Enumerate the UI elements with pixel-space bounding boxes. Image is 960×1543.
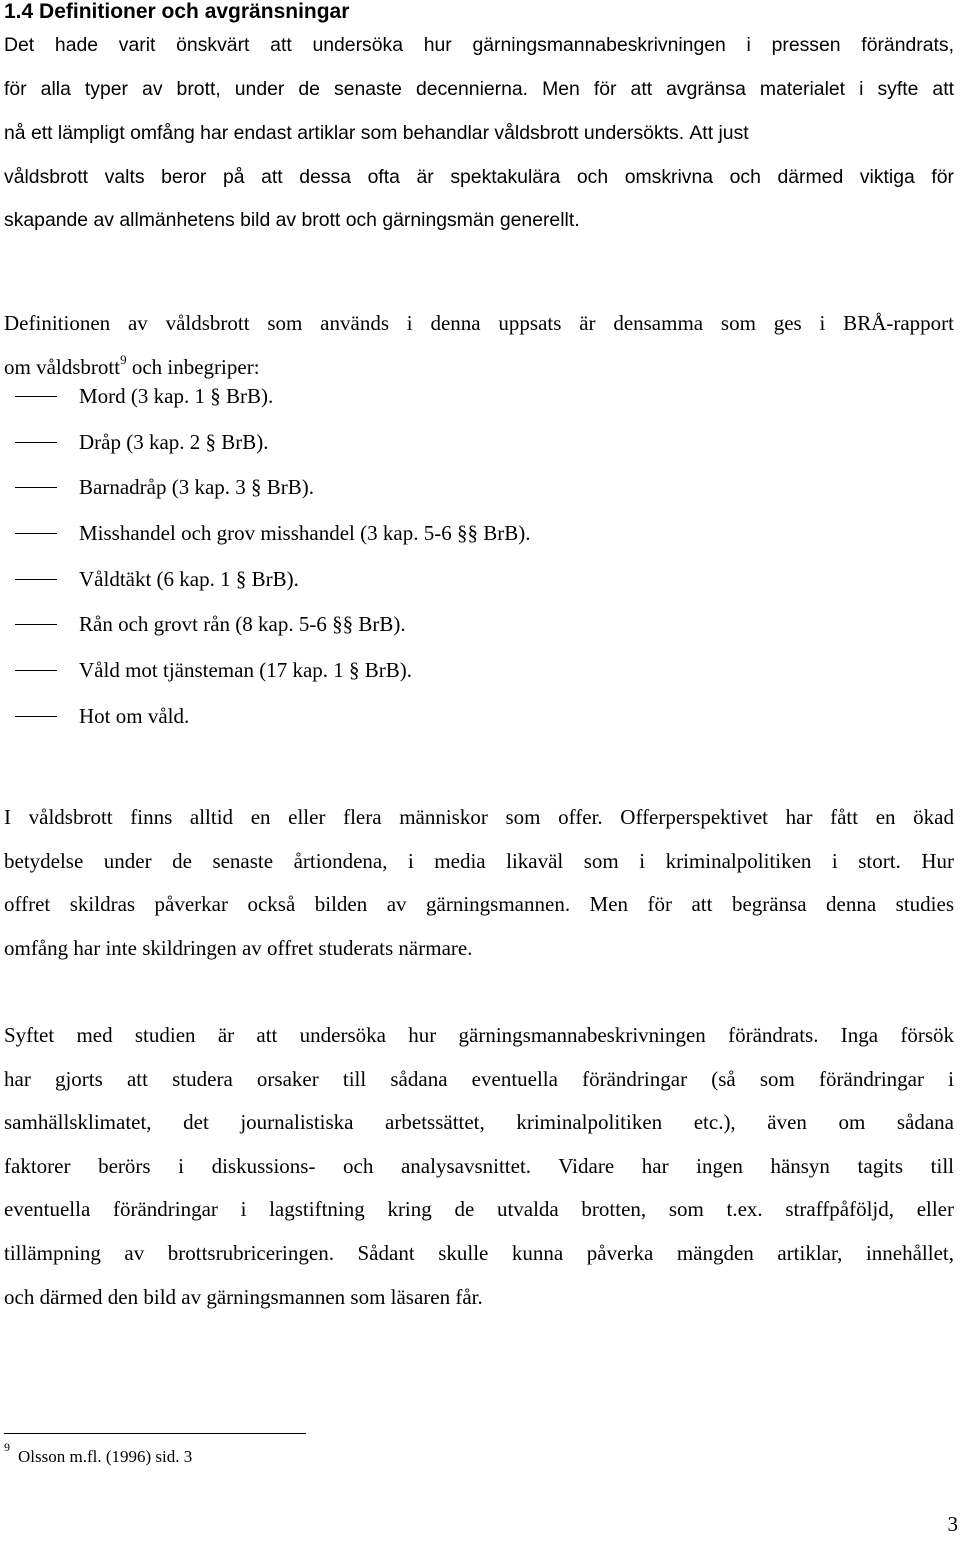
text-line: har gjorts att studera orsaker till sådana eventuella förändringar (så som förändringar i: [4, 1066, 954, 1091]
list-item-label: Hot om våld.: [79, 703, 190, 728]
text-line: samhällsklimatet, det journalistiska arbetssättet, kriminalpolitiken etc.), även om sådana: [4, 1110, 954, 1135]
dash-bullet: [15, 533, 57, 534]
list-item: [0, 420, 530, 466]
text-segment: och inbegriper:: [126, 354, 260, 379]
text-segment: Att just: [689, 122, 749, 145]
text-segment: om våldsbrott: [4, 354, 121, 379]
section-heading: 1.4 Definitioner och avgränsningar: [4, 0, 350, 23]
text-line: Det hade varit önskvärt att undersöka hur gärningsmannabeskrivningen i pressen förändrats,: [4, 34, 954, 56]
text-segment: nå ett lämpligt omfång har endast artiklar som behandlar våldsbrott undersökts.: [4, 122, 685, 145]
text-line: och därmed den bild av gärningsmannen som läsaren får.: [4, 1284, 483, 1309]
list-item-label: Våld mot tjänsteman (17 kap. 1 § BrB).: [79, 658, 413, 683]
footnote-divider: [4, 1433, 306, 1434]
list-item-label: Misshandel och grov misshandel (3 kap. 5-6 §§ BrB).: [79, 521, 531, 546]
dash-bullet: [15, 624, 57, 625]
page-number: 3: [947, 1512, 958, 1536]
footnote-text: Olsson m.fl. (1996) sid. 3: [18, 1447, 193, 1466]
dash-bullet: [15, 442, 57, 443]
crime-type-list: [0, 374, 530, 740]
dash-bullet: [15, 670, 57, 671]
list-item: [0, 374, 530, 420]
footnote-reference[interactable]: 9: [120, 351, 127, 367]
list-item: [0, 648, 530, 694]
text-line: skapande av allmänhetens bild av brott och gärningsmän generellt.: [4, 209, 580, 232]
list-item: [0, 694, 530, 740]
text-line: Definitionen av våldsbrott som används i denna uppsats är densamma som ges i BRÅ-rapport: [4, 311, 954, 335]
text-line: våldsbrott valts beror på att dessa ofta är spektakulära och omskrivna och därmed viktiga för: [4, 165, 954, 188]
footnote: [4, 1440, 193, 1468]
list-item: [0, 465, 530, 511]
text-line: omfång har inte skildringen av offret studerats närmare.: [4, 935, 473, 960]
paragraph-scope: [4, 24, 954, 243]
list-item: [0, 557, 530, 603]
text-line: tillämpning av brottsrubriceringen. Sådant skulle kunna påverka mängden artiklar, innehållet,: [4, 1240, 954, 1265]
dash-bullet: [15, 487, 57, 488]
dash-bullet: [15, 396, 57, 397]
dash-bullet: [15, 579, 57, 580]
text-line: offret skildras påverkar också bilden av gärningsmannen. Men för att begränsa denna studies: [4, 892, 954, 917]
list-item-label: Barnadråp (3 kap. 3 § BrB).: [79, 475, 315, 500]
footnote-marker: 9: [4, 1440, 10, 1455]
text-line: eventuella förändringar i lagstiftning kring de utvalda brotten, som t.ex. straffpåföljd, eller: [4, 1197, 954, 1222]
list-item-label: Mord (3 kap. 1 § BrB).: [79, 384, 274, 408]
text-line-mixed: [4, 111, 954, 156]
dash-bullet: [15, 716, 57, 717]
text-line: Syftet med studien är att undersöka hur gärningsmannabeskrivningen förändrats. Inga försök: [4, 1023, 954, 1047]
text-line: för alla typer av brott, under de senaste decennierna. Men för att avgränsa materialet i syfte att: [4, 77, 954, 100]
paragraph-purpose: [4, 1014, 954, 1319]
list-item-label: Dråp (3 kap. 2 § BrB).: [79, 429, 269, 454]
list-item-label: Våldtäkt (6 kap. 1 § BrB).: [79, 566, 299, 591]
text-line: betydelse under de senaste årtiondena, i media likaväl som i kriminalpolitiken i stort. Hur: [4, 848, 954, 873]
text-line: I våldsbrott finns alltid en eller flera människor som offer. Offerperspektivet har fått en ökad: [4, 805, 954, 829]
list-item-label: Rån och grovt rån (8 kap. 5-6 §§ BrB).: [79, 612, 406, 637]
paragraph-victims: [4, 796, 954, 970]
list-item: [0, 511, 530, 557]
list-item: [0, 602, 530, 648]
text-line: faktorer berörs i diskussions- och analysavsnittet. Vidare har ingen hänsyn tagits till: [4, 1153, 954, 1178]
